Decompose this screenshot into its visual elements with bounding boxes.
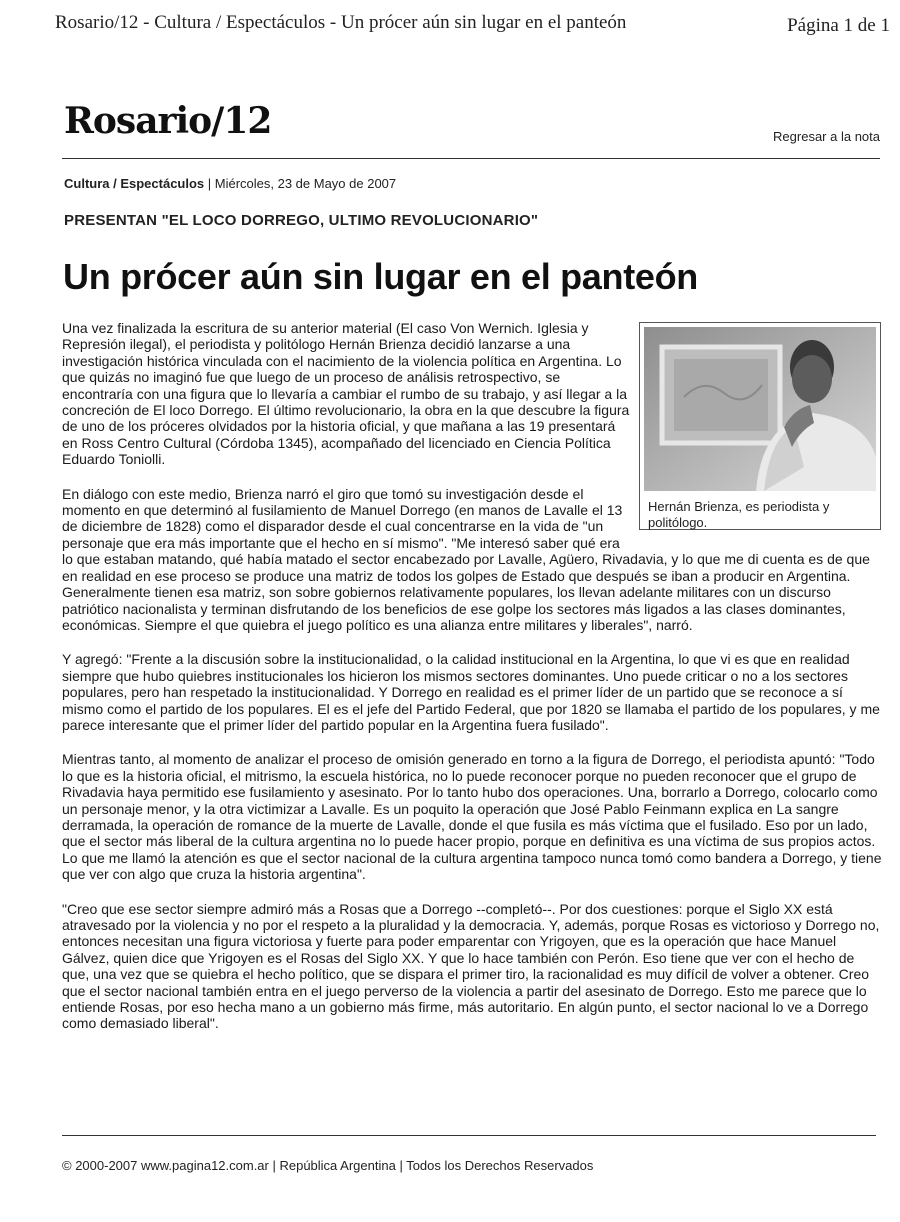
footer-divider	[62, 1135, 876, 1136]
article-paragraph: Una vez finalizada la escritura de su anterior material (El caso Von Wernich. Iglesia y Represión ilegal), el periodista y politólogo Hernán Brienza decidió lanzarse a una investigación histórica vinculada con el nacimiento de la violencia política en Argentina. Lo que quizás no imaginó fue que luego de un proceso de análisis retrospectivo, se encontraría con una figura que lo llevaría a cambiar el rumbo de su trabajo, y así llegar a la concreción de El loco Dorrego. El último revolucionario, la obra en la que descubre la figura de uno de los próceres olvidados por la historia oficial, y que mañana a las 19 presentará en Ross Centro Cultural (Córdoba 1345), acompañado del licenciado en Ciencia Política Eduardo Toniolli.	[62, 320, 630, 468]
article-paragraph: Y agregó: "Frente a la discusión sobre la institucionalidad, o la calidad institucional en la Argentina, lo que vi es que en realidad siempre que hubo quiebres institucionales los hicieron los mismos sectores dominantes. Uno puede criticar o no a los sectores populares, pero han respetado la institucionalidad. Y Dorrego en realidad es el primer líder de un partido que se reconoce a sí mismo como el partido de los populares. El es el jefe del Partido Federal, que por 1820 se llamaba el partido de los populares, y me parece interesante que el primer líder del partido popular en la Argentina fuera fusilado".	[62, 651, 880, 733]
header-divider	[62, 158, 880, 159]
article-kicker: PRESENTAN "EL LOCO DORREGO, ULTIMO REVOLUCIONARIO"	[64, 212, 539, 229]
site-logo[interactable]: Rosario/12	[64, 100, 272, 142]
article-body	[62, 320, 882, 1050]
footer: © 2000-2007 www.pagina12.com.ar | República Argentina | Todos los Derechos Reservados	[62, 1158, 594, 1173]
page-counter: Página 1 de 1	[787, 15, 890, 36]
photo-wrap-spacer	[629, 486, 882, 539]
article-paragraph: "Creo que ese sector siempre admiró más a Rosas que a Dorrego --completó--. Por dos cuestiones: porque el Siglo XX está atravesado por la violencia y no por el respeto a la pluralidad y la democracia. Y, además, porque Rosas es victorioso y Dorrego no, entonces necesitan una figura victoriosa y fuerte para poder emparentar con Yrigoyen, que es la operación que hace Manuel Gálvez, quien dice que Yrigoyen es el Rosas del Siglo XX. Y que lo hace también con Perón. Eso tiene que ver con el hecho de que, una vez que se quiebra el hecho político, que se dispara el primer tiro, la racionalidad es muy difícil de volver a obtener. Creo que el sector nacional también entra en el juego perverso de la violencia a partir del asesinato de Dorrego. Esto me parece que lo entiende Rosas, por eso hecha mano a un gobierno más firme, más autoritario. En algún punto, el sector nacional lo ve a Dorrego como demasiado liberal".	[62, 900, 880, 1032]
section-dateline	[64, 176, 396, 191]
photo-caption: Hernán Brienza, es periodista y politólogo.	[648, 499, 830, 530]
publish-date: | Miércoles, 23 de Mayo de 2007	[204, 176, 397, 191]
section-label: Cultura / Espectáculos	[64, 176, 205, 191]
article-paragraph-text: En diálogo con este medio, Brienza narró el giro que tomó su investigación desde el momento en que determinó al fusilamiento de Manuel Dorrego (en manos de Lavalle el 13 de diciembre de 1828) como el disparador desde el cual concentrarse en la vida de "un personaje que era más importante que el hecho en sí mismo". "Me interesó saber qué era lo que estaban matando, qué había matado el sector encabezado por Lavalle, Agüero, Rivadavia, y lo que me di cuenta es de que en realidad en ese proceso se produce una matriz de todos los golpes de Estado que después se iban a producir en Argentina. Generalmente tienen esa matriz, son sobre gobiernos relativamente populares, los llevan adelante militares con un discurso patriótico nacionalista y terminan disfrutando de los beneficios de ese golpe los sectores más ligados a las clases dominantes, económicas. Siempre el que quiebra el juego político es una alianza entre militares y liberales", narró.	[62, 485, 870, 633]
back-to-article-link[interactable]: Regresar a la nota	[773, 129, 880, 144]
article-paragraph: Mientras tanto, al momento de analizar el proceso de omisión generado en torno a la figura de Dorrego, el periodista apuntó: "Todo lo que es la historia oficial, el mitrismo, la escuela histórica, no lo puede reconocer porque no pueden reconocer que el grupo de Rivadavia haya permitido ese fusilamiento y asesinato. Por lo tanto hubo dos operaciones. Una, borrarlo a Dorrego, colocarlo como un personaje menor, y la otra victimizar a Lavalle. Es un poquito la operación que José Pablo Feinmann explica en La sangre derramada, la operación de romance de la muerte de Lavalle, donde el que fusila es más víctima que el fusilado. Eso por un lado, que el sector más liberal de la cultura argentina no lo puede hacer propio, porque en definitiva es una víctima de sus propios actos. Lo que me llamó la atención es que el sector nacional de la cultura argentina tampoco nunca tomó como bandera a Dorrego, y tiene que ver con algo que cruza la historia argentina".	[62, 751, 882, 883]
article-paragraph	[62, 486, 882, 634]
print-title: Rosario/12 - Cultura / Espectáculos - Un prócer aún sin lugar en el panteón	[55, 12, 627, 33]
article-headline: Un prócer aún sin lugar en el panteón	[63, 256, 699, 297]
